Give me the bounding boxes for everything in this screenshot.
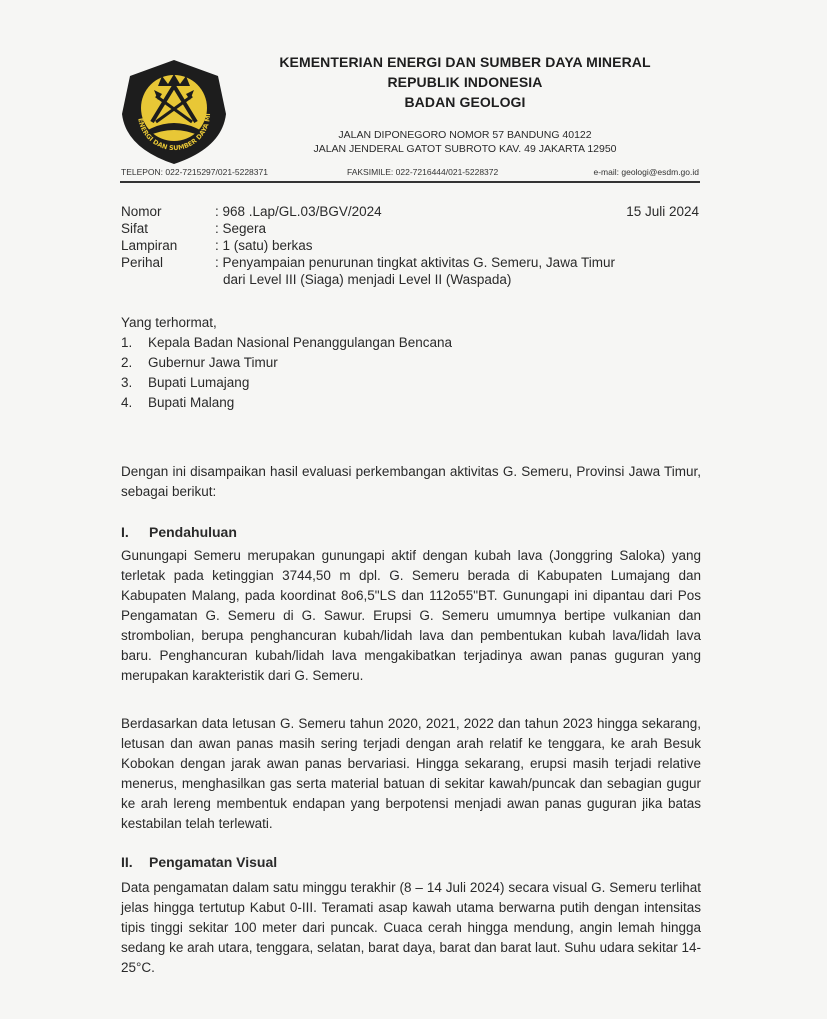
section2-paragraph-1: Data pengamatan dalam satu minggu terakhir (8 – 14 Juli 2024) secara visual G. Semeru terlihat jelas hingga tertutup Kabut 0-III. Teramati asap kawah utama berwarna putih dengan intensitas tipis tinggi sekitar 100 meter dari puncak. Cuaca cerah hingga mendung, angin lemah hingga sedang ke arah utara, tenggara, selatan, barat daya, barat dan barat laut. Suhu udara sekitar 14-25°C.: [121, 880, 701, 975]
intro-paragraph: Dengan ini disampaikan hasil evaluasi perkembangan aktivitas G. Semeru, Provinsi Jawa Timur, sebagai berikut:: [121, 464, 701, 499]
list-item: 3. Bupati Lumajang: [121, 375, 250, 390]
section1-paragraph-1: Gunungapi Semeru merupakan gunungapi aktif dengan kubah lava (Jonggring Saloka) yang terletak pada ketinggian 3744,50 m dpl. G. Semeru berada di Kabupaten Lumajang dan Kabupaten Malang, pada koordinat 8o6,5"LS dan 112o55"BT. Gunungapi ini dipantau dari Pos Pengamatan G. Semeru di G. Sawur. Erupsi G. Semeru umumnya bertipe vulkanian dan strombolian, berupa penghancuran kubah/lidah lava dan pembentukan kubah lava/lidah lava baru. Penghancuran kubah/lidah lava mengakibatkan terjadinya awan panas guguran yang merupakan karakteristik dari G. Semeru.: [121, 548, 701, 683]
lampiran-label: Lampiran: [121, 238, 178, 253]
ministry-name: KEMENTERIAN ENERGI DAN SUMBER DAYA MINERAL: [279, 54, 651, 70]
section-heading-pendahuluan: I. Pendahuluan: [121, 524, 237, 540]
list-item: 2. Gubernur Jawa Timur: [121, 355, 278, 370]
country-name: REPUBLIK INDONESIA: [387, 74, 543, 90]
nomor-value: : 968 .Lap/GL.03/BGV/2024: [215, 204, 382, 219]
perihal-value-cont: dari Level III (Siaga) menjadi Level II (Waspada): [223, 272, 512, 287]
letter-date: 15 Juli 2024: [626, 204, 699, 219]
header-divider: [120, 181, 700, 183]
letterhead: [235, 52, 695, 156]
recipients: [121, 313, 452, 413]
greeting: Yang terhormat,: [121, 315, 217, 330]
address-jakarta: JALAN JENDERAL GATOT SUBROTO KAV. 49 JAKARTA 12950: [313, 143, 617, 155]
perihal-label: Perihal: [121, 255, 164, 270]
email: e-mail: geologi@esdm.go.id: [593, 167, 699, 177]
perihal-value: : Penyampaian penurunan tingkat aktivitas G. Semeru, Jawa Timur: [215, 255, 615, 270]
faksimile: FAKSIMILE: 022-7216444/021-5228372: [347, 167, 499, 177]
telepon: TELEPON: 022-7215297/021-5228371: [121, 167, 268, 177]
list-item: 4. Bupati Malang: [121, 395, 235, 410]
section1-paragraph-2: Berdasarkan data letusan G. Semeru tahun 2020, 2021, 2022 dan tahun 2023 hingga sekarang, letusan dan awan panas masih sering terjadi dengan arah relatif ke tenggara, ke arah Besuk Kobokan dengan jarak awan panas bervariasi. Hingga sekarang, erupsi masih terjadi relative menerus, menghasilkan gas serta material batuan di sekitar kawah/puncak dan sebagian gugur ke arah lereng membentuk endapan yang berpotensi menjadi awan panas guguran jika batas kestabilan telah terlewati.: [121, 716, 701, 831]
lampiran-value: : 1 (satu) berkas: [215, 238, 313, 253]
section-heading-pengamatan-visual: II. Pengamatan Visual: [121, 854, 278, 870]
agency-name: BADAN GEOLOGI: [404, 94, 526, 110]
sifat-value: : Segera: [215, 221, 267, 236]
svg-text:ENERGI DAN SUMBER DAYA MINERAL: ENERGI DAN SUMBER DAYA MI: [136, 113, 213, 153]
esdm-logo: [118, 56, 230, 168]
list-item: 1. Kepala Badan Nasional Penanggulangan Bencana: [121, 335, 453, 350]
sifat-label: Sifat: [121, 221, 149, 236]
address-bandung: JALAN DIPONEGORO NOMOR 57 BANDUNG 40122: [338, 129, 592, 141]
contact-line: [121, 167, 699, 180]
nomor-label: Nomor: [121, 204, 162, 219]
letter-meta: [121, 203, 701, 288]
